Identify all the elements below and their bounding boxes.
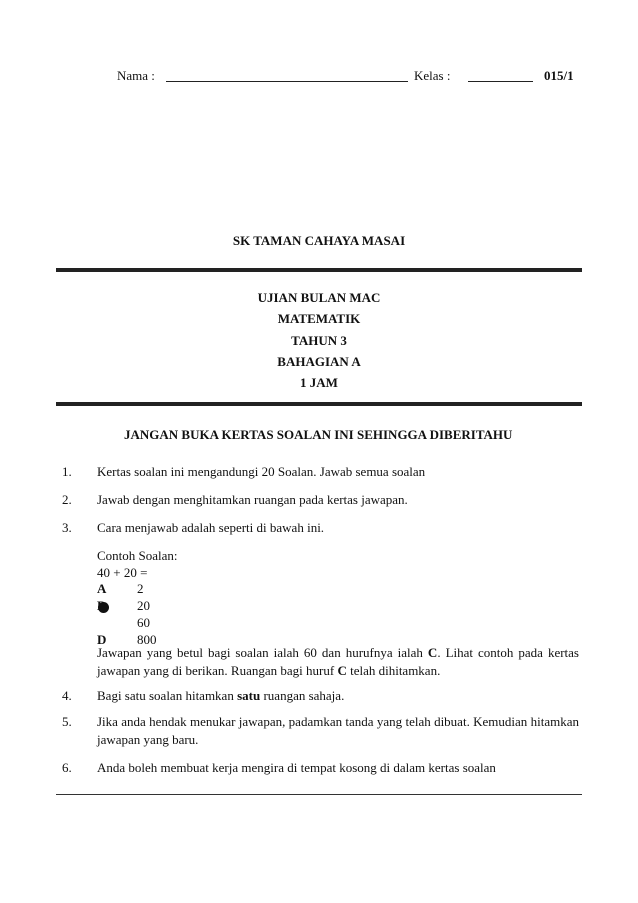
instruction-number: 6. xyxy=(62,760,72,775)
example-heading: Contoh Soalan: xyxy=(97,548,178,563)
exam-year: TAHUN 3 xyxy=(291,333,347,348)
instruction-text xyxy=(97,687,579,705)
instruction-number: 2. xyxy=(62,492,72,507)
explanation-letter: C xyxy=(337,663,347,678)
option-d-letter: D xyxy=(97,632,107,647)
bottom-divider xyxy=(56,794,582,795)
instruction-emphasis: satu xyxy=(237,688,261,703)
example-explanation xyxy=(97,644,579,680)
explanation-text: . Lihat contoh pada kertas jawapan yang di berikan. Ruangan bagi huruf xyxy=(97,645,579,678)
option-c-value: 60 xyxy=(137,615,150,630)
option-b-value: 20 xyxy=(137,598,150,613)
paper-code: 015/1 xyxy=(544,68,574,83)
warning-text: JANGAN BUKA KERTAS SOALAN INI SEHINGGA DIBERITAHU xyxy=(124,427,513,442)
instruction-number: 1. xyxy=(62,464,72,479)
name-blank-line[interactable] xyxy=(166,81,408,82)
instruction-text: Anda boleh membuat kerja mengira di tempat kosong di dalam kertas soalan xyxy=(97,760,496,775)
instruction-number: 5. xyxy=(62,714,72,729)
instruction-text: Kertas soalan ini mengandungi 20 Soalan. Jawab semua soalan xyxy=(97,464,426,479)
class-blank-line[interactable] xyxy=(468,81,533,82)
name-label: Nama : xyxy=(117,68,155,83)
explanation-letter: C xyxy=(427,645,438,660)
instruction-text: Jika anda hendak menukar jawapan, padamkan tanda yang telah dibuat. Kemudian hitamkan jawapan yang baru. xyxy=(97,714,579,747)
instruction-number: 4. xyxy=(62,688,72,703)
instruction-text: Jawab dengan menghitamkan ruangan pada kertas jawapan. xyxy=(97,492,408,507)
option-d-value: 800 xyxy=(137,632,157,647)
explanation-text: telah dihitamkan. xyxy=(346,663,441,678)
school-name: SK TAMAN CAHAYA MASAI xyxy=(232,233,406,248)
explanation-text: Jawapan yang betul bagi soalan ialah 60 dan hurufnya ialah xyxy=(97,645,428,660)
instruction-text-part: ruangan sahaja. xyxy=(260,688,345,703)
exam-duration: 1 JAM xyxy=(300,375,338,390)
exam-title: UJIAN BULAN MAC xyxy=(257,290,381,305)
filled-option-c-bubble xyxy=(98,602,109,613)
instruction-number: 3. xyxy=(62,520,72,535)
class-label: Kelas : xyxy=(414,68,451,83)
instruction-text-part: Bagi satu soalan hitamkan xyxy=(97,688,238,703)
example-question: 40 + 20 = xyxy=(97,565,148,580)
middle-divider xyxy=(56,402,582,406)
top-divider xyxy=(56,268,582,272)
instruction-text: Cara menjawab adalah seperti di bawah ini. xyxy=(97,520,325,535)
exam-section: BAHAGIAN A xyxy=(277,354,361,369)
option-a-value: 2 xyxy=(137,581,144,596)
exam-subject: MATEMATIK xyxy=(277,311,361,326)
option-a-letter: A xyxy=(97,581,107,596)
